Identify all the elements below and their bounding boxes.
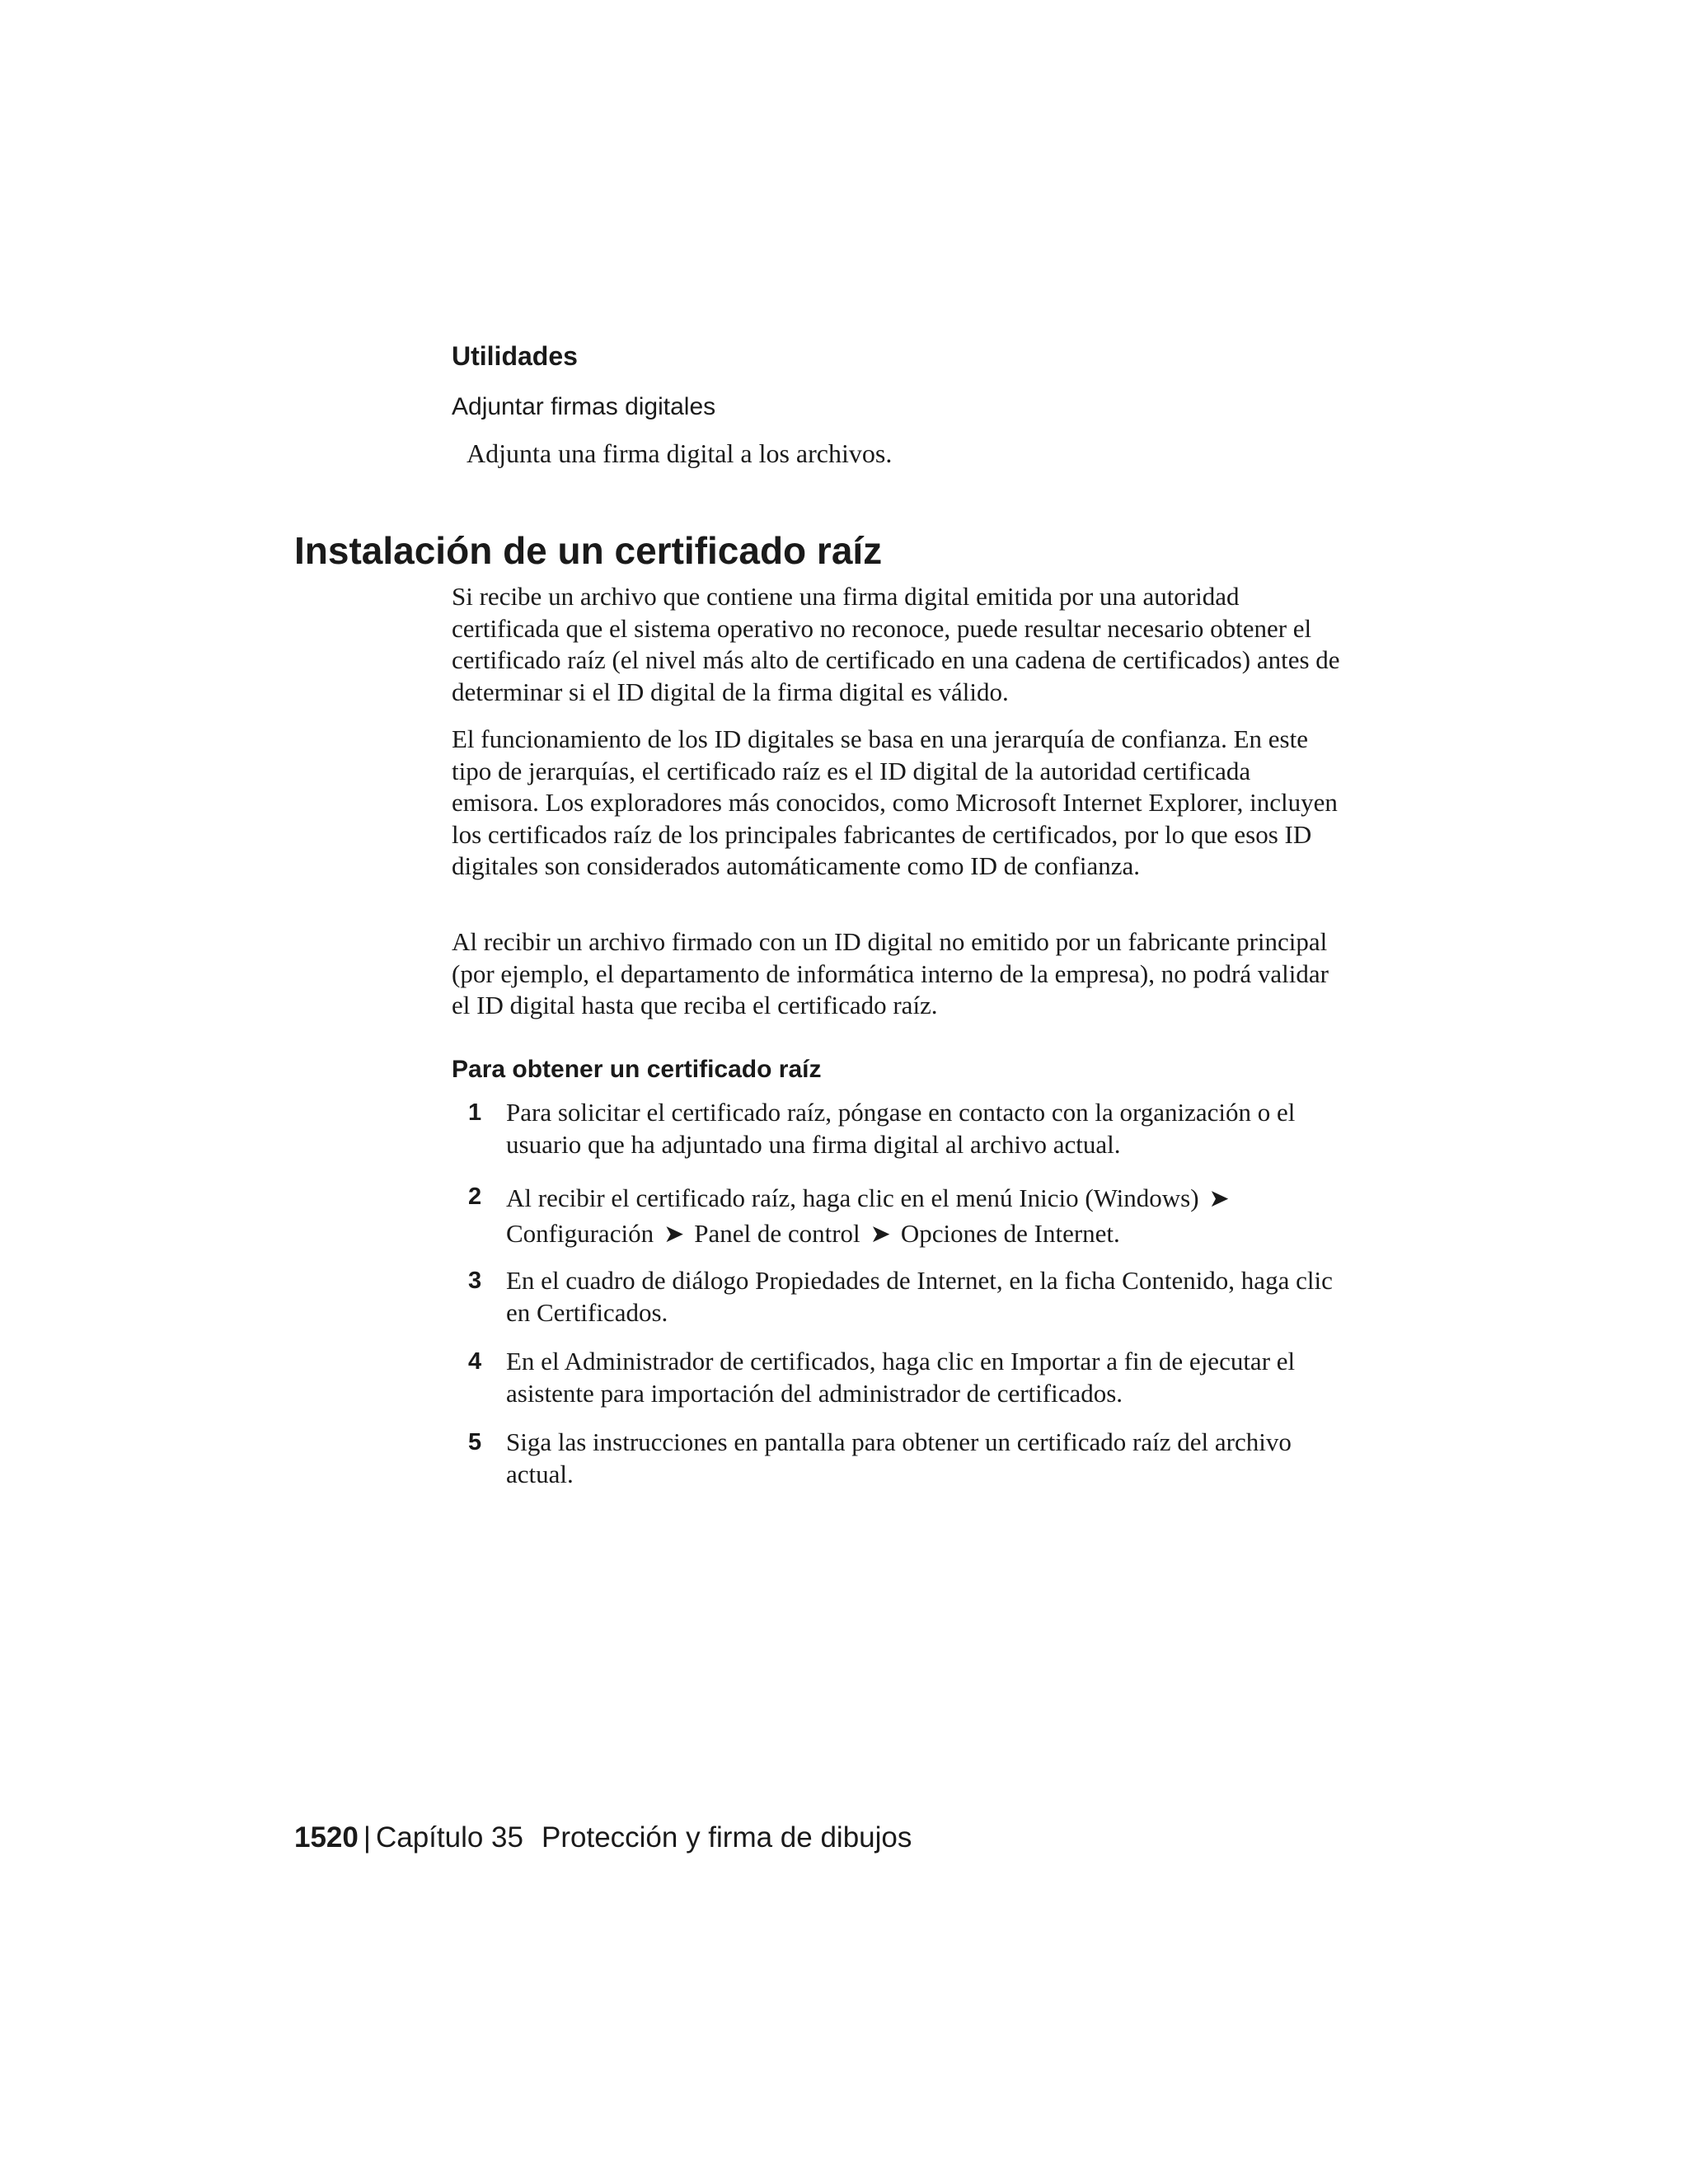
- page-number: 1520: [294, 1821, 359, 1854]
- step-number: 5: [468, 1429, 482, 1455]
- menu-arrow-icon: ➤: [870, 1221, 891, 1248]
- step-text: En el Administrador de certificados, haga clic en Importar a fin de ejecutar el asistente para importación del administrador de certificados.: [506, 1347, 1296, 1408]
- step-text-part: Panel de control: [694, 1219, 860, 1248]
- chapter-label: Capítulo 35: [375, 1821, 523, 1854]
- body-paragraph: Al recibir un archivo firmado con un ID digital no emitido por un fabricante principal (por ejemplo, el departamento de informática interno de la empresa), no podrá validar el ID digital hasta que reciba el certificado raíz.: [452, 927, 1329, 1019]
- procedure-heading: Para obtener un certificado raíz: [452, 1056, 822, 1083]
- step-text: En el cuadro de diálogo Propiedades de Internet, en la ficha Contenido, haga clic en Certificados.: [506, 1266, 1333, 1327]
- menu-arrow-icon: ➤: [1208, 1185, 1230, 1212]
- chapter-title: Protección y firma de dibujos: [542, 1821, 912, 1854]
- page-footer: [294, 1820, 912, 1856]
- body-paragraph: El funcionamiento de los ID digitales se basa en una jerarquía de confianza. En este tipo de jerarquías, el certificado raíz es el ID digital de la autoridad certificada emisora. Los exploradores más conocidos, como Microsoft Internet Explorer, incluyen los certificados raíz de los principales fabricantes de certificados, por lo que esos ID digitales son considerados automáticamente como ID de confianza.: [452, 724, 1338, 880]
- utilities-heading: Utilidades: [452, 341, 578, 371]
- footer-separator: |: [363, 1821, 371, 1854]
- utility-description: Adjunta una firma digital a los archivos.: [467, 438, 893, 468]
- step-text-part: Opciones de Internet.: [900, 1219, 1120, 1248]
- utility-name: Adjuntar firmas digitales: [452, 393, 716, 420]
- section-title: Instalación de un certificado raíz: [294, 529, 883, 572]
- step-text: [506, 1181, 1342, 1252]
- step-text-part: Al recibir el certificado raíz, haga clic en el menú Inicio (Windows): [506, 1183, 1199, 1212]
- step-number: 1: [468, 1099, 482, 1126]
- step-text-part: Configuración: [506, 1219, 654, 1248]
- step-text: Siga las instrucciones en pantalla para obtener un certificado raíz del archivo actual.: [506, 1427, 1292, 1488]
- step-number: 2: [468, 1183, 482, 1210]
- step-text: Para solicitar el certificado raíz, póngase en contacto con la organización o el usuario que ha adjuntado una firma digital al archivo actual.: [506, 1098, 1296, 1159]
- menu-arrow-icon: ➤: [663, 1221, 685, 1248]
- body-paragraph: Si recibe un archivo que contiene una firma digital emitida por una autoridad certificada que el sistema operativo no reconoce, puede resultar necesario obtener el certificado raíz (el nivel más alto de certificado en una cadena de certificados) antes de determinar si el ID digital de la firma digital es válido.: [452, 582, 1340, 706]
- step-number: 3: [468, 1268, 482, 1294]
- step-number: 4: [468, 1348, 482, 1375]
